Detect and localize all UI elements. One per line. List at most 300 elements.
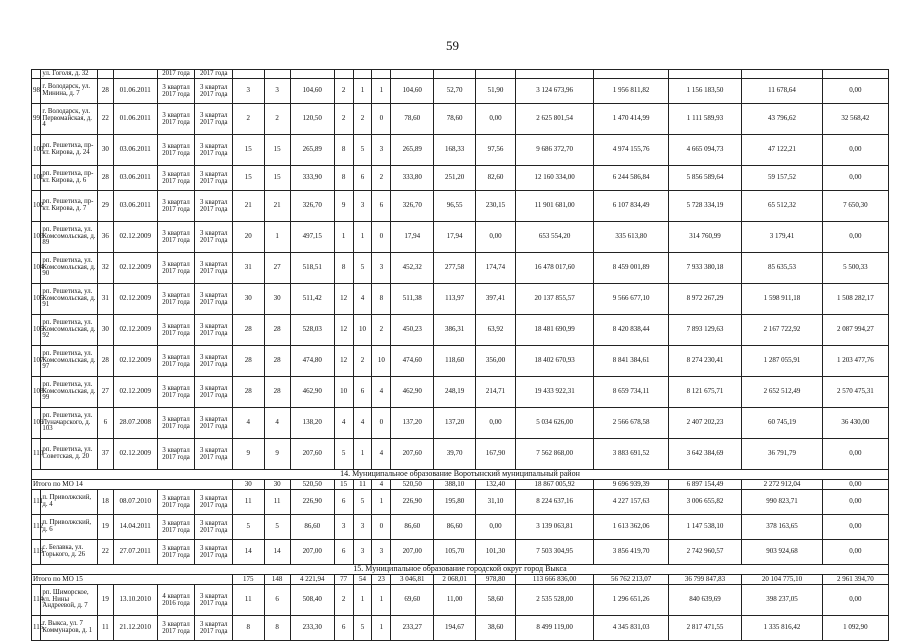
address-cell: с. Белавка, ул. Горького, д. 26: [41, 540, 98, 565]
table-row: [32, 346, 889, 377]
value-cell: 990 823,71: [742, 490, 823, 515]
value-cell: 5: [353, 490, 372, 515]
value-cell: 4: [353, 408, 372, 439]
value-cell: 6: [334, 490, 353, 515]
row-number-cell: 104: [32, 253, 41, 284]
date-cell: 02.12.2009: [113, 253, 157, 284]
value-cell: 0,00: [822, 585, 888, 616]
value-cell: 3: [372, 135, 391, 166]
value-cell: 0,00: [822, 222, 888, 253]
value-cell: 52,70: [434, 79, 476, 104]
value-cell: 10: [334, 377, 353, 408]
value-cell: 101,30: [476, 540, 516, 565]
value-cell: 4: [372, 377, 391, 408]
total-value-cell: 148: [264, 575, 290, 585]
table-row: [32, 222, 889, 253]
value-cell: 0,00: [476, 515, 516, 540]
value-cell: 4: [264, 408, 290, 439]
value-cell: 28: [264, 377, 290, 408]
value-cell: 113,97: [434, 284, 476, 315]
value-cell: 207,60: [391, 439, 434, 470]
table-row: [32, 166, 889, 191]
value-cell: 277,58: [434, 253, 476, 284]
date-cell: 01.06.2011: [113, 104, 157, 135]
value-cell: 6: [264, 585, 290, 616]
value-cell: 86,60: [391, 515, 434, 540]
quarter-cell: 3 квартал 2017 года: [195, 490, 233, 515]
total-value-cell: 6 897 154,49: [668, 480, 741, 490]
value-cell: 6 244 586,84: [594, 166, 668, 191]
value-cell: 31: [233, 253, 264, 284]
value-cell: 230,15: [476, 191, 516, 222]
row-number-cell: 109: [32, 408, 41, 439]
value-cell: 2: [353, 346, 372, 377]
table-row: [32, 135, 889, 166]
value-cell: 1 111 589,93: [668, 104, 741, 135]
quarter-cell: 3 квартал 2017 года: [157, 253, 195, 284]
value-cell: 20 137 855,57: [515, 284, 594, 315]
value-cell: 8 274 230,41: [668, 346, 741, 377]
value-cell: 8 841 384,61: [594, 346, 668, 377]
value-cell: 6: [97, 408, 113, 439]
section-header-row: [32, 470, 889, 480]
date-cell: 02.12.2009: [113, 439, 157, 470]
value-cell: 5: [334, 439, 353, 470]
value-cell: 1 335 816,42: [742, 616, 823, 641]
row-number-cell: 112: [32, 515, 41, 540]
value-cell: 15: [264, 166, 290, 191]
value-cell: 326,70: [290, 191, 334, 222]
value-cell: 9: [334, 191, 353, 222]
value-cell: 3: [353, 515, 372, 540]
value-cell: 18 402 670,93: [515, 346, 594, 377]
quarter-cell: 3 квартал 2017 года: [195, 284, 233, 315]
value-cell: 59 157,52: [742, 166, 823, 191]
quarter-cell: 3 квартал 2017 года: [157, 315, 195, 346]
value-cell: 36: [97, 222, 113, 253]
date-cell: 03.06.2011: [113, 191, 157, 222]
table-row: [32, 490, 889, 515]
value-cell: 11: [233, 490, 264, 515]
address-cell: рп. Решетиха, ул. Советская, д. 20: [41, 439, 98, 470]
value-cell: 168,33: [434, 135, 476, 166]
value-cell: 105,70: [434, 540, 476, 565]
address-cell: рп. Решетиха, ул. Комсомольская, д. 97: [41, 346, 98, 377]
total-value-cell: 388,10: [434, 480, 476, 490]
value-cell: 17,94: [434, 222, 476, 253]
value-cell: 333,90: [290, 166, 334, 191]
value-cell: 9: [233, 439, 264, 470]
quarter-cell: 3 квартал 2017 года: [157, 191, 195, 222]
value-cell: 0,00: [822, 79, 888, 104]
value-cell: 1 156 183,50: [668, 79, 741, 104]
total-value-cell: 520,50: [290, 480, 334, 490]
date-cell: 27.07.2011: [113, 540, 157, 565]
value-cell: 1: [372, 585, 391, 616]
table-row: [32, 191, 889, 222]
value-cell: 85 635,53: [742, 253, 823, 284]
value-cell: 5: [353, 616, 372, 641]
row-number-cell: 115: [32, 616, 41, 641]
value-cell: 265,89: [391, 135, 434, 166]
value-cell: 8 659 734,11: [594, 377, 668, 408]
total-value-cell: 4 221,94: [290, 575, 334, 585]
value-cell: 226,90: [391, 490, 434, 515]
value-cell: 1 598 911,18: [742, 284, 823, 315]
value-cell: 1: [353, 439, 372, 470]
row-number-cell: 111: [32, 490, 41, 515]
value-cell: 3 883 691,52: [594, 439, 668, 470]
date-cell: 03.06.2011: [113, 135, 157, 166]
value-cell: 63,92: [476, 315, 516, 346]
value-cell: 2 087 994,27: [822, 315, 888, 346]
value-cell: 8 420 838,44: [594, 315, 668, 346]
value-cell: 2 570 475,31: [822, 377, 888, 408]
value-cell: 78,60: [434, 104, 476, 135]
value-cell: 51,90: [476, 79, 516, 104]
value-cell: 333,80: [391, 166, 434, 191]
value-cell: 12: [334, 346, 353, 377]
value-cell: 5: [353, 135, 372, 166]
quarter-cell: 3 квартал 2017 года: [157, 166, 195, 191]
value-cell: 2: [334, 104, 353, 135]
date-cell: 14.04.2011: [113, 515, 157, 540]
quarter-cell: 3 квартал 2017 года: [195, 253, 233, 284]
value-cell: 11: [264, 490, 290, 515]
value-cell: 3: [372, 253, 391, 284]
value-cell: 96,55: [434, 191, 476, 222]
value-cell: 0: [372, 515, 391, 540]
value-cell: 86,60: [290, 515, 334, 540]
address-cell: рп. Решетиха, пр-кт. Кирова, д. 6: [41, 166, 98, 191]
value-cell: 104,60: [391, 79, 434, 104]
value-cell: 214,71: [476, 377, 516, 408]
table-row: [32, 585, 889, 616]
value-cell: 356,00: [476, 346, 516, 377]
value-cell: 12 160 334,00: [515, 166, 594, 191]
address-cell: рп. Решетиха, ул. Комсомольская, д. 89: [41, 222, 98, 253]
value-cell: 1: [353, 79, 372, 104]
value-cell: 1 956 811,82: [594, 79, 668, 104]
value-cell: 1: [372, 616, 391, 641]
value-cell: 251,20: [434, 166, 476, 191]
page-number: 59: [446, 38, 459, 53]
value-cell: 5 856 589,64: [668, 166, 741, 191]
date-cell: 01.06.2011: [113, 79, 157, 104]
value-cell: 6: [334, 616, 353, 641]
value-cell: 1: [372, 79, 391, 104]
value-cell: 5 728 334,19: [668, 191, 741, 222]
value-cell: 1: [372, 490, 391, 515]
value-cell: 6 107 834,49: [594, 191, 668, 222]
value-cell: 207,60: [290, 439, 334, 470]
value-cell: 30: [264, 284, 290, 315]
value-cell: 14: [264, 540, 290, 565]
value-cell: 6: [334, 540, 353, 565]
value-cell: 6: [353, 377, 372, 408]
row-number-cell: 102: [32, 191, 41, 222]
value-cell: 28: [97, 79, 113, 104]
table-row: [32, 79, 889, 104]
total-value-cell: 175: [233, 575, 264, 585]
value-cell: 10: [372, 346, 391, 377]
row-number-cell: 99: [32, 104, 41, 135]
value-cell: 226,90: [290, 490, 334, 515]
value-cell: 335 613,80: [594, 222, 668, 253]
value-cell: 60 745,19: [742, 408, 823, 439]
quarter-cell: 3 квартал 2017 года: [157, 515, 195, 540]
value-cell: 28: [233, 377, 264, 408]
value-cell: 0,00: [476, 408, 516, 439]
row-number-cell: 107: [32, 346, 41, 377]
row-number-cell: 101: [32, 166, 41, 191]
total-value-cell: 2 068,01: [434, 575, 476, 585]
address-cell: рп. Шиморское, ул. Нины Андреевой, д. 7: [41, 585, 98, 616]
value-cell: 16 478 017,60: [515, 253, 594, 284]
quarter-cell: 3 квартал 2017 года: [157, 222, 195, 253]
section-header-row: [32, 565, 889, 575]
row-number-cell: 103: [32, 222, 41, 253]
value-cell: 3 006 655,82: [668, 490, 741, 515]
quarter-cell: 3 квартал 2017 года: [157, 79, 195, 104]
value-cell: 450,23: [391, 315, 434, 346]
value-cell: 0: [372, 222, 391, 253]
row-number-cell: 114: [32, 585, 41, 616]
quarter-cell: 3 квартал 2017 года: [195, 222, 233, 253]
value-cell: 314 760,99: [668, 222, 741, 253]
value-cell: 27: [264, 253, 290, 284]
value-cell: 27: [97, 377, 113, 408]
quarter-cell: 3 квартал 2017 года: [195, 377, 233, 408]
quarter-cell: 3 квартал 2017 года: [195, 346, 233, 377]
row-number-cell: 98: [32, 79, 41, 104]
value-cell: 86,60: [434, 515, 476, 540]
row-number-cell: 108: [32, 377, 41, 408]
value-cell: 2: [233, 104, 264, 135]
value-cell: 233,27: [391, 616, 434, 641]
value-cell: 2: [353, 104, 372, 135]
value-cell: 30: [97, 315, 113, 346]
value-cell: 6: [372, 191, 391, 222]
table-row: [32, 515, 889, 540]
quarter-cell: 3 квартал 2017 года: [157, 284, 195, 315]
value-cell: 12: [334, 315, 353, 346]
value-cell: 36 430,00: [822, 408, 888, 439]
value-cell: 462,90: [391, 377, 434, 408]
value-cell: 2 652 512,49: [742, 377, 823, 408]
value-cell: 207,00: [290, 540, 334, 565]
value-cell: 233,30: [290, 616, 334, 641]
value-cell: 11,00: [434, 585, 476, 616]
quarter-cell: 3 квартал 2017 года: [157, 439, 195, 470]
value-cell: 248,19: [434, 377, 476, 408]
total-value-cell: 3 046,81: [391, 575, 434, 585]
value-cell: 0,00: [822, 540, 888, 565]
value-cell: 511,42: [290, 284, 334, 315]
value-cell: 511,38: [391, 284, 434, 315]
value-cell: 5 500,33: [822, 253, 888, 284]
value-cell: 474,80: [290, 346, 334, 377]
value-cell: 167,90: [476, 439, 516, 470]
value-cell: 1 203 477,76: [822, 346, 888, 377]
value-cell: 3: [264, 79, 290, 104]
value-cell: 5 034 626,00: [515, 408, 594, 439]
value-cell: 194,67: [434, 616, 476, 641]
total-value-cell: 54: [353, 575, 372, 585]
value-cell: 8 224 637,16: [515, 490, 594, 515]
section-title: 15. Муниципальное образование городской округ город Выкса: [32, 565, 889, 575]
value-cell: 15: [233, 135, 264, 166]
value-cell: 4: [334, 408, 353, 439]
value-cell: 9 686 372,70: [515, 135, 594, 166]
value-cell: 8: [372, 284, 391, 315]
value-cell: 3: [353, 191, 372, 222]
quarter-cell: 3 квартал 2017 года: [195, 540, 233, 565]
value-cell: 5: [353, 253, 372, 284]
value-cell: 7 562 868,00: [515, 439, 594, 470]
value-cell: 3 179,41: [742, 222, 823, 253]
value-cell: 474,60: [391, 346, 434, 377]
value-cell: 2 742 960,57: [668, 540, 741, 565]
address-cell: рп. Решетиха, ул. Комсомольская, д. 99: [41, 377, 98, 408]
value-cell: 8: [264, 616, 290, 641]
table-row: [32, 439, 889, 470]
value-cell: 7 933 380,18: [668, 253, 741, 284]
value-cell: 38,60: [476, 616, 516, 641]
quarter-cell: 3 квартал 2017 года: [195, 616, 233, 641]
value-cell: 28: [97, 166, 113, 191]
value-cell: 32 568,42: [822, 104, 888, 135]
row-number-cell: 100: [32, 135, 41, 166]
value-cell: 29: [97, 191, 113, 222]
value-cell: 22: [97, 104, 113, 135]
total-value-cell: 20 104 775,10: [742, 575, 823, 585]
date-cell: 02.12.2009: [113, 346, 157, 377]
value-cell: 1: [264, 222, 290, 253]
value-cell: 15: [233, 166, 264, 191]
value-cell: 4 665 094,73: [668, 135, 741, 166]
value-cell: 207,00: [391, 540, 434, 565]
value-cell: 3: [334, 515, 353, 540]
value-cell: 1 092,90: [822, 616, 888, 641]
quarter-cell: 3 квартал 2017 года: [195, 439, 233, 470]
value-cell: 9 566 677,10: [594, 284, 668, 315]
value-cell: 2: [372, 315, 391, 346]
value-cell: 18 481 690,99: [515, 315, 594, 346]
value-cell: 2: [372, 166, 391, 191]
date-cell: 02.12.2009: [113, 315, 157, 346]
value-cell: 3 124 673,96: [515, 79, 594, 104]
value-cell: 32: [97, 253, 113, 284]
quarter-cell: 3 квартал 2017 года: [195, 191, 233, 222]
value-cell: 497,15: [290, 222, 334, 253]
quarter-cell: 3 квартал 2017 года: [157, 408, 195, 439]
quarter-cell: 3 квартал 2017 года: [195, 104, 233, 135]
value-cell: 11: [97, 616, 113, 641]
value-cell: 36 791,79: [742, 439, 823, 470]
housing-register-table: [31, 69, 889, 641]
value-cell: 28: [233, 346, 264, 377]
total-value-cell: 30: [233, 480, 264, 490]
value-cell: 508,40: [290, 585, 334, 616]
total-value-cell: 520,50: [391, 480, 434, 490]
total-value-cell: 56 762 213,07: [594, 575, 668, 585]
value-cell: 8 459 001,89: [594, 253, 668, 284]
value-cell: 3: [233, 79, 264, 104]
value-cell: 0,00: [822, 166, 888, 191]
date-cell: 02.12.2009: [113, 284, 157, 315]
value-cell: 28: [97, 346, 113, 377]
date-cell: 02.12.2009: [113, 377, 157, 408]
value-cell: 11 901 681,00: [515, 191, 594, 222]
value-cell: 8 499 119,00: [515, 616, 594, 641]
date-cell: 03.06.2011: [113, 166, 157, 191]
value-cell: 2 167 722,92: [742, 315, 823, 346]
row-number-cell: 105: [32, 284, 41, 315]
value-cell: 0,00: [476, 222, 516, 253]
total-value-cell: 15: [334, 480, 353, 490]
value-cell: 386,31: [434, 315, 476, 346]
table-row: [32, 616, 889, 641]
value-cell: 3 139 063,81: [515, 515, 594, 540]
value-cell: 2 625 801,54: [515, 104, 594, 135]
value-cell: 5: [233, 515, 264, 540]
quarter-cell: 3 квартал 2017 года: [157, 377, 195, 408]
value-cell: 528,03: [290, 315, 334, 346]
value-cell: 137,20: [391, 408, 434, 439]
total-value-cell: 978,80: [476, 575, 516, 585]
value-cell: 903 924,68: [742, 540, 823, 565]
total-value-cell: 36 799 847,83: [668, 575, 741, 585]
value-cell: 17,94: [391, 222, 434, 253]
table-row: [32, 377, 889, 408]
value-cell: 58,60: [476, 585, 516, 616]
total-value-cell: 2 961 394,70: [822, 575, 888, 585]
value-cell: 1 508 282,17: [822, 284, 888, 315]
value-cell: 30: [97, 135, 113, 166]
value-cell: 1 613 362,06: [594, 515, 668, 540]
date-cell: 13.10.2010: [113, 585, 157, 616]
value-cell: 2 566 678,58: [594, 408, 668, 439]
value-cell: 3 642 384,69: [668, 439, 741, 470]
value-cell: 3: [372, 540, 391, 565]
value-cell: 18: [97, 490, 113, 515]
table-row: [32, 104, 889, 135]
address-cell: рп. Решетиха, ул. Луначарского, д. 103: [41, 408, 98, 439]
address-cell: рп. Решетиха, ул. Комсомольская, д. 92: [41, 315, 98, 346]
value-cell: 37: [97, 439, 113, 470]
total-value-cell: 11: [353, 480, 372, 490]
value-cell: 195,80: [434, 490, 476, 515]
row-number-cell: 106: [32, 315, 41, 346]
value-cell: 78,60: [391, 104, 434, 135]
value-cell: 4 227 157,63: [594, 490, 668, 515]
value-cell: 378 163,65: [742, 515, 823, 540]
value-cell: 8: [334, 253, 353, 284]
value-cell: 28: [264, 346, 290, 377]
quarter-cell: 3 квартал 2017 года: [157, 135, 195, 166]
value-cell: 47 122,21: [742, 135, 823, 166]
value-cell: 452,32: [391, 253, 434, 284]
value-cell: 21: [233, 191, 264, 222]
value-cell: 21: [264, 191, 290, 222]
date-cell: 28.07.2008: [113, 408, 157, 439]
value-cell: 15: [264, 135, 290, 166]
total-value-cell: 113 666 836,00: [515, 575, 594, 585]
value-cell: 0: [372, 408, 391, 439]
value-cell: 2: [334, 79, 353, 104]
value-cell: 3 856 419,70: [594, 540, 668, 565]
